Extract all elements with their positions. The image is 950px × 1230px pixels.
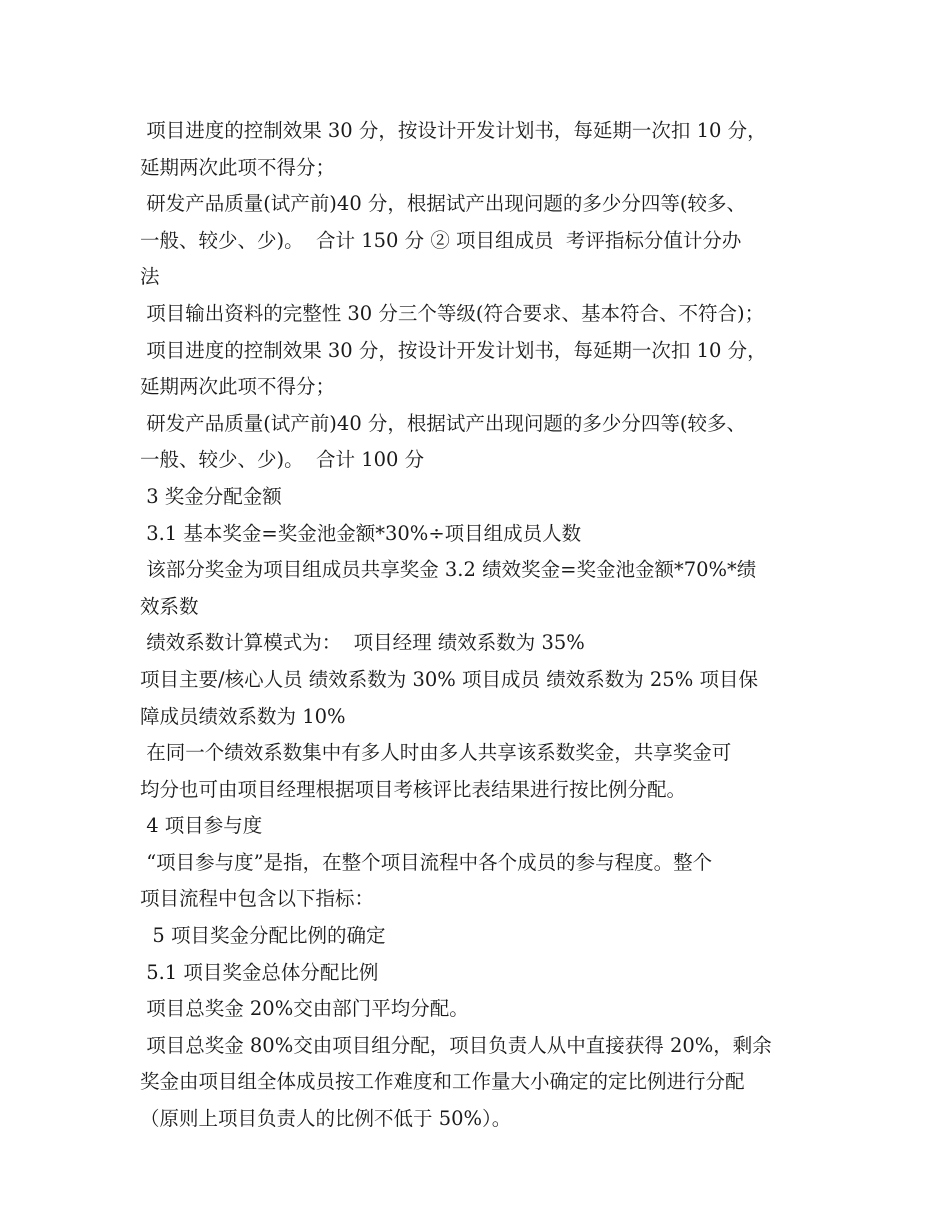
text-line: 项目进度的控制效果 30 分，按设计开发计划书，每延期一次扣 10 分， [140,119,767,142]
section-heading: 3 奖金分配金额 [140,484,282,508]
text-line: 项目进度的控制效果 30 分，按设计开发计划书，每延期一次扣 10 分， [140,338,767,362]
document-body [140,113,830,1138]
text-line: 均分也可由项目经理根据项目考核评比表结果进行按比例分配。 [140,777,687,801]
text-line: 绩效系数计算模式为： 项目经理 绩效系数为 35% [140,631,585,655]
text-line: 项目主要/核心人员 绩效系数为 30% 项目成员 绩效系数为 25% 项目保 [140,667,758,691]
text-line: 延期两次此项不得分； [140,375,336,399]
text-line: 项目总奖金 20%交由部门平均分配。 [140,997,469,1021]
subsection-heading: 5.1 项目奖金总体分配比例 [140,960,379,984]
text-line: 延期两次此项不得分； [140,155,336,179]
section-heading: 4 项目参与度 [140,814,263,838]
text-line: 项目输出资料的完整性 30 分三个等级(符合要求、基本符合、不符合)； [140,301,765,325]
text-line: 项目流程中包含以下指标： [140,887,375,911]
text-line: 在同一个绩效系数集中有多人时由多人共享该系数奖金，共享奖金可 [140,741,732,765]
text-line: 项目总奖金 80%交由项目组分配，项目负责人从中直接获得 20%，剩余 [140,1033,772,1057]
text-line: 奖金由项目组全体成员按工作难度和工作量大小确定的定比例进行分配 [140,1070,745,1094]
text-line: 研发产品质量(试产前)40 分，根据试产出现问题的多少分四等(较多、 [140,411,747,435]
text-line: 效系数 [140,594,199,618]
text-line: 研发产品质量(试产前)40 分，根据试产出现问题的多少分四等(较多、 [140,192,747,216]
text-line: 一般、较少、少)。 合计 150 分 ② 项目组成员 考评指标分值计分办 [140,228,742,252]
text-line: “项目参与度”是指，在整个项目流程中各个成员的参与程度。整个 [140,850,713,874]
text-line: 该部分奖金为项目组成员共享奖金 3.2 绩效奖金=奖金池金额*70%*绩 [140,558,757,582]
section-heading: 5 项目奖金分配比例的确定 [140,924,386,948]
text-line: 一般、较少、少)。 合计 100 分 [140,448,425,472]
text-line: 障成员绩效系数为 10% [140,704,346,728]
subsection-heading: 3.1 基本奖金=奖金池金额*30%÷项目组成员人数 [140,521,582,545]
text-line: 法 [140,265,160,289]
text-line: （原则上项目负责人的比例不低于 50%）。 [140,1107,512,1131]
